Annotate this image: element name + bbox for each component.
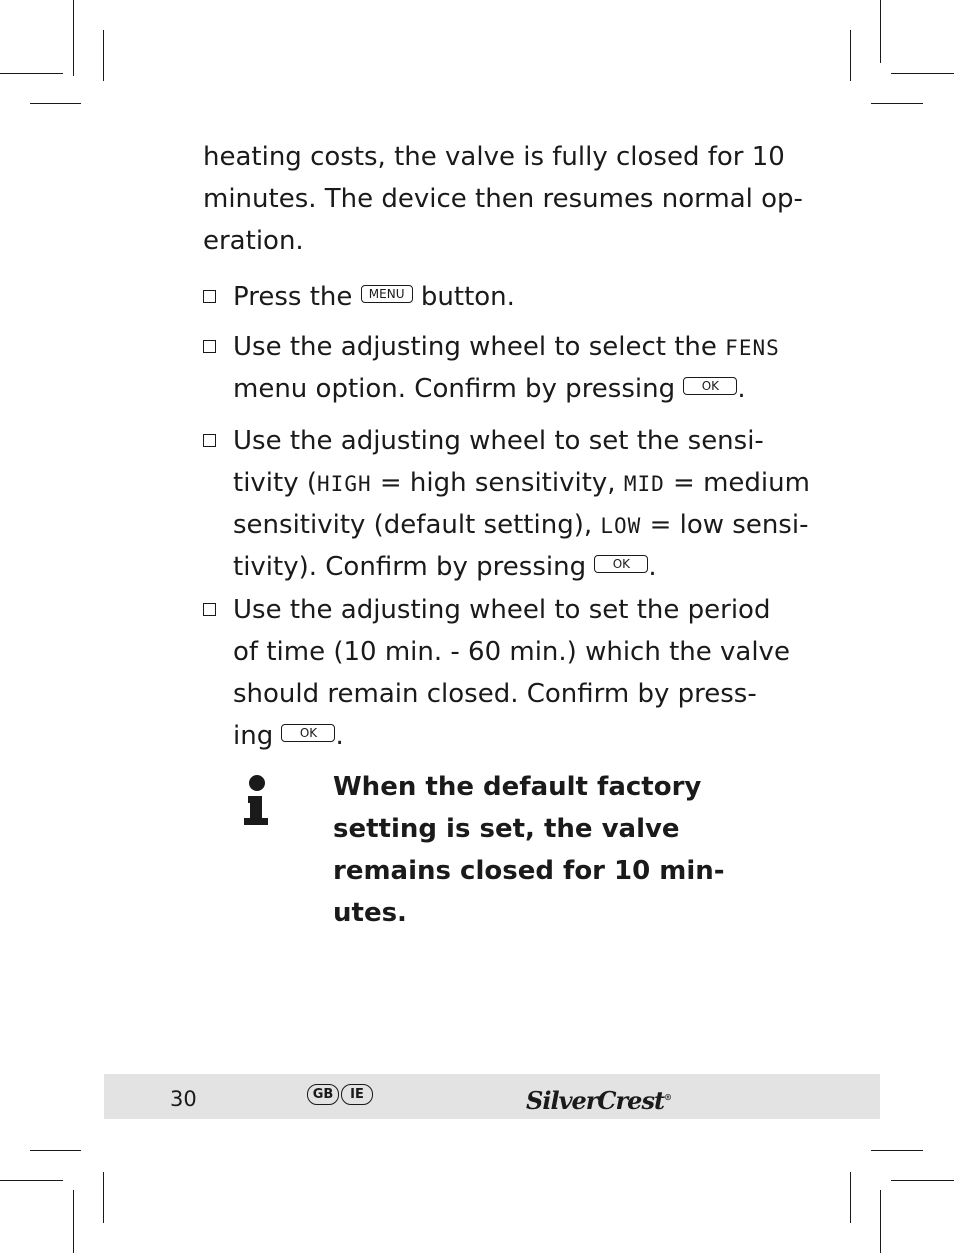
lcd-mid: MID [623, 472, 665, 496]
crop-mark [103, 1172, 104, 1223]
checkbox-bullet [203, 434, 216, 447]
crop-mark [73, 0, 74, 76]
checkbox-bullet [203, 603, 216, 616]
step-text: button. [412, 282, 515, 312]
step-text: tivity ( [233, 468, 318, 498]
lcd-low: LOW [600, 514, 642, 538]
info-icon [240, 774, 274, 828]
checkbox-bullet [203, 290, 216, 303]
crop-mark [850, 30, 851, 81]
step-text: . [335, 721, 344, 751]
intro-line: eration. [203, 226, 304, 256]
step-text: ing [233, 721, 282, 751]
step-text: Use the adjusting wheel to select the [233, 332, 726, 362]
step-text: Use the adjusting wheel to set the sensi- [233, 426, 764, 456]
crop-mark [880, 0, 881, 63]
crop-mark [871, 1150, 923, 1151]
ok-key-icon: OK [683, 377, 737, 395]
crop-mark [30, 1150, 81, 1151]
lang-badge-gb: GB [307, 1084, 339, 1105]
crop-mark [73, 1190, 74, 1253]
checkbox-bullet [203, 340, 216, 353]
registered-mark: ® [664, 1092, 672, 1102]
note-line: setting is set, the valve [333, 814, 680, 844]
intro-line: minutes. The device then resumes normal op- [203, 184, 803, 214]
step-text: = high sensitivity, [371, 468, 624, 498]
crop-mark [103, 30, 104, 81]
crop-mark [880, 1190, 881, 1253]
crop-mark [891, 1180, 954, 1181]
note-line: remains closed for 10 min- [333, 856, 725, 886]
lang-badge-ie: IE [341, 1084, 373, 1105]
step-text: . [648, 552, 657, 582]
brand-name: SilverCrest [526, 1086, 665, 1115]
step-text: of time (10 min. - 60 min.) which the valve [233, 637, 790, 667]
ok-key-icon: OK [594, 555, 648, 573]
step-text: = low sensi- [641, 510, 809, 540]
note-line: utes. [333, 898, 407, 928]
step-text: tivity). Confirm by pressing [233, 552, 595, 582]
lcd-high: HIGH [317, 472, 372, 496]
page-footer [104, 1074, 880, 1119]
brand-logo [526, 1083, 671, 1115]
crop-mark [891, 73, 954, 74]
step-text: = medium [664, 468, 810, 498]
intro-paragraph [203, 136, 803, 262]
crop-mark [871, 103, 923, 104]
crop-mark [0, 73, 63, 74]
note-line: When the default factory [333, 772, 702, 802]
step-text: sensitivity (default setting), [233, 510, 601, 540]
step-text: should remain closed. Confirm by press- [233, 679, 757, 709]
step-text: Use the adjusting wheel to set the period [233, 595, 771, 625]
intro-line: heating costs, the valve is fully closed for 10 [203, 142, 785, 172]
ok-key-icon: OK [281, 724, 335, 742]
crop-mark [30, 103, 81, 104]
page-number: 30 [170, 1087, 197, 1111]
step-text: Press the [233, 282, 361, 312]
info-note [333, 766, 753, 934]
crop-mark [850, 1172, 851, 1223]
lcd-fens: FENS [725, 336, 780, 360]
menu-key-icon: MENU [361, 285, 413, 303]
crop-mark [0, 1180, 63, 1181]
step-text: . [737, 374, 746, 404]
step-text: menu option. Confirm by pressing [233, 374, 684, 404]
language-badges [307, 1084, 373, 1105]
